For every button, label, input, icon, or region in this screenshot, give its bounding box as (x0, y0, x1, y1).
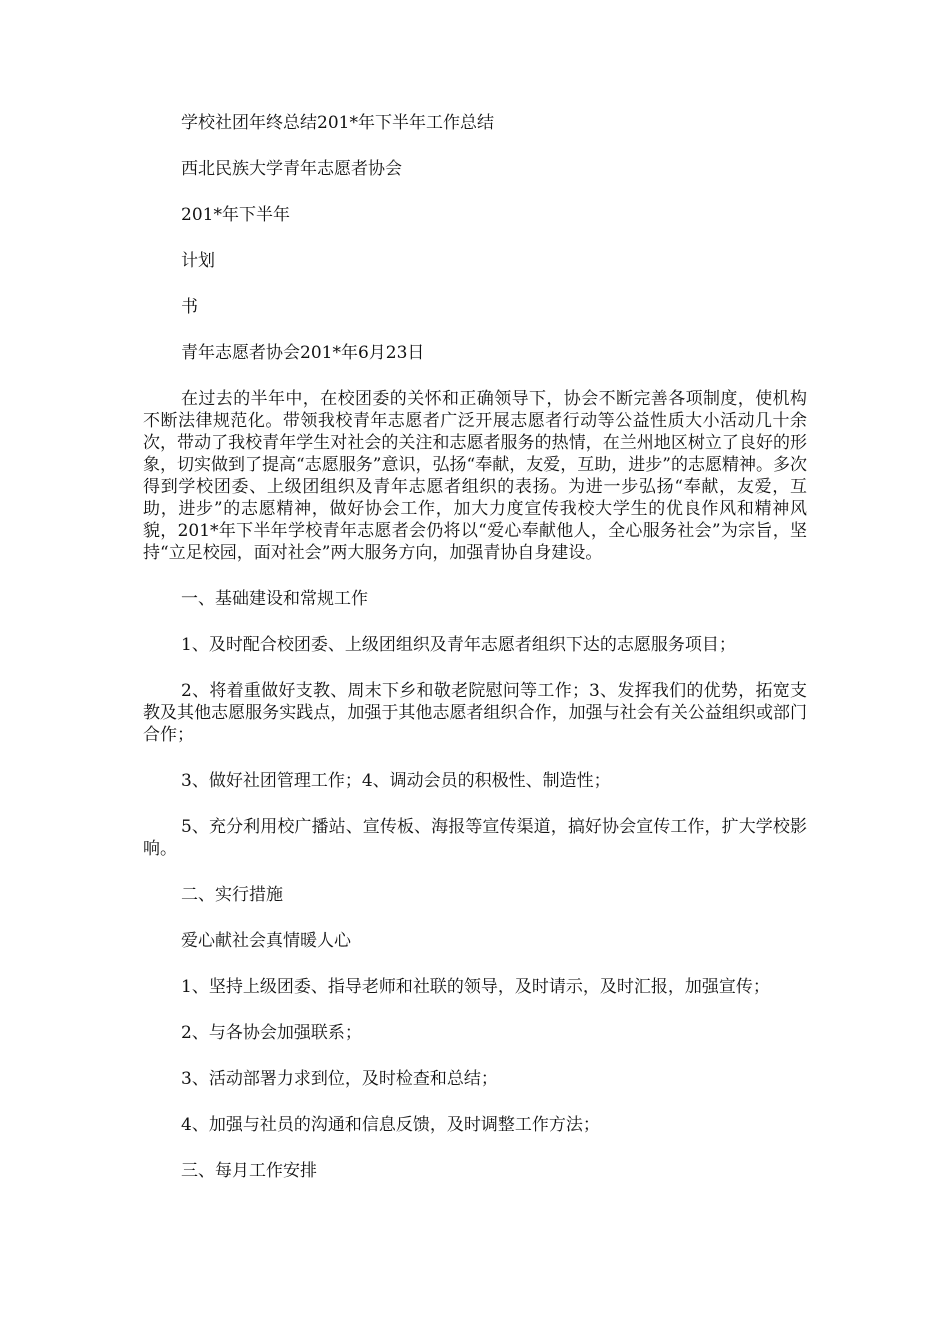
section-2-item-3: 3、活动部署力求到位，及时检查和总结； (181, 1069, 498, 1089)
intro-paragraph: 在过去的半年中，在校团委的关怀和正确领导下，协会不断完善各项制度，使机构不断法律规范化。带领我校青年志愿者广泛开展志愿者行动等公益性质大小活动几十余次，带动了我校青年学生对社会的关注和志愿者服务的热情，在兰州地区树立了良好的形象，切实做到了提高“志愿服务”意识，弘扬“奉献，友爱，互助，进步”的志愿精神。多次得到学校团委、上级团组织及青年志愿者组织的表扬。为进一步弘扬“奉献，友爱，互助，进步”的志愿精神，做好协会工作，加大力度宣传我校大学生的优良作风和精神风貌，201*年下半年学校青年志愿者会仍将以“爱心奉献他人，全心服务社会”为宗旨，坚持“立足校园，面对社会”两大服务方向，加强青协自身建设。 (143, 389, 807, 563)
section-2-item-2: 2、与各协会加强联系； (181, 1023, 362, 1043)
section-1-item-4: 5、充分利用校广播站、宣传板、海报等宣传渠道，搞好协会宣传工作，扩大学校影响。 (143, 817, 807, 859)
section-1-item-2: 2、将着重做好支教、周末下乡和敬老院慰问等工作；3、发挥我们的优势，拓宽支教及其他志愿服务实践点，加强于其他志愿者组织合作，加强与社会有关公益组织或部门合作； (143, 681, 807, 745)
section-1-heading: 一、基础建设和常规工作 (181, 589, 368, 609)
document-title: 学校社团年终总结201*年下半年工作总结 (181, 113, 494, 133)
organization-name: 西北民族大学青年志愿者协会 (181, 159, 402, 179)
plan-word-2: 书 (181, 297, 198, 317)
section-1-item-3: 3、做好社团管理工作；4、调动会员的积极性、制造性； (181, 771, 611, 791)
section-2-heading: 二、实行措施 (181, 885, 283, 905)
document-page (143, 112, 807, 1206)
plan-word-1: 计划 (181, 251, 215, 271)
section-2-item-1: 1、坚持上级团委、指导老师和社联的领导，及时请示，及时汇报，加强宣传； (181, 977, 770, 997)
section-3-heading: 三、每月工作安排 (181, 1161, 317, 1181)
section-1-item-1: 1、及时配合校团委、上级团组织及青年志愿者组织下达的志愿服务项目； (181, 635, 736, 655)
section-2-item-4: 4、加强与社员的沟通和信息反馈，及时调整工作方法； (181, 1115, 600, 1135)
slogan: 爱心献社会真情暖人心 (181, 931, 351, 951)
date-line: 青年志愿者协会201*年6月23日 (181, 343, 425, 363)
document-period: 201*年下半年 (181, 205, 290, 225)
